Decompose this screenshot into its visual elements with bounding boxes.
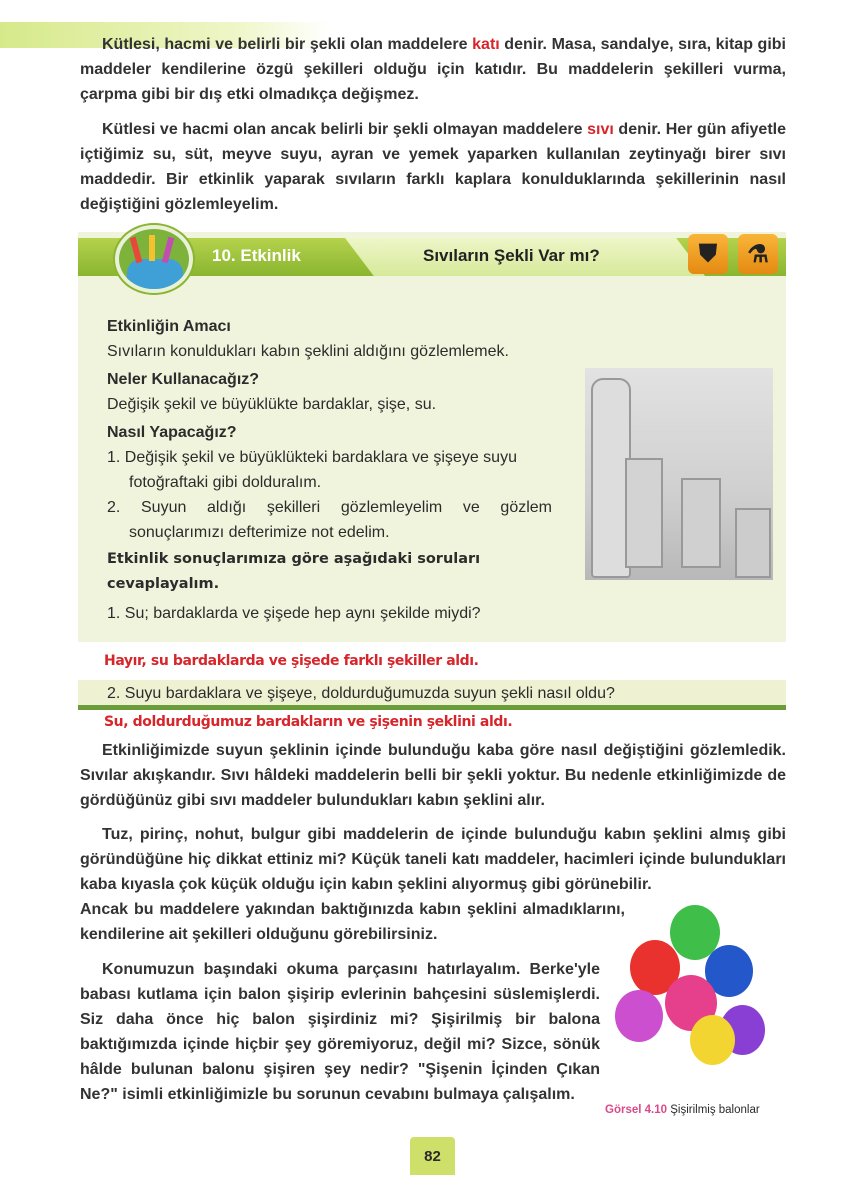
activity-title: Sıvıların Şekli Var mı?: [423, 246, 600, 265]
paragraph-liquid: Kütlesi ve hacmi olan ancak belirli bir şekli olmayan maddelere sıvı denir. Her gün afiyetle içtiğimiz su, süt, meyve suyu, ayran ve yemek yaparken kullanılan zeytinyağı birer sıvı maddedir. Bir etkinlik yaparak sıvıların farklı kaplara konulduklarında şekillerinin nasıl değiştiğini gözlemleyelim.: [80, 121, 786, 213]
results-heading: Etkinlik sonuçlarımıza göre aşağıdaki soruları cevaplayalım.: [107, 551, 481, 592]
pencil-case-icon: [115, 225, 193, 293]
page-number: 82: [410, 1137, 455, 1175]
paragraph-solid: Kütlesi, hacmi ve belirli bir şekli olan maddelere katı denir. Masa, sandalye, sıra, kitap gibi maddeler kendilerine özgü şekilleri olduğu için katıdır. Bu maddelerin şekilleri vurma, çarpma gibi bir dış etki olmadıkça değişmez.: [80, 36, 786, 103]
balloons-image: [610, 905, 785, 1090]
step-2: 2. Suyun aldığı şekilleri gözlemleyelim ve gözlem sonuçlarımızı defterimize not edelim.: [107, 499, 552, 541]
lab-coat-icon: ⛊: [688, 234, 728, 274]
question-1: 1. Su; bardaklarda ve şişede hep aynı şekilde miydi?: [107, 605, 481, 622]
aim-heading: Etkinliğin Amacı: [107, 318, 231, 335]
question-2: 2. Suyu bardaklara ve şişeye, doldurduğumuzda suyun şekli nasıl oldu?: [107, 685, 615, 702]
answer-1: Hayır, su bardaklarda ve şişede farklı şekiller aldı.: [104, 653, 479, 669]
materials-heading: Neler Kullanacağız?: [107, 371, 260, 388]
figure-caption: Görsel 4.10 Şişirilmiş balonlar: [605, 1104, 760, 1116]
glasses-photo: [585, 368, 773, 580]
method-heading: Nasıl Yapacağız?: [107, 424, 237, 441]
activity-content: [107, 314, 587, 626]
paragraph-fluids: Etkinliğimizde suyun şeklinin içinde bulunduğu kaba göre nasıl değiştiğini gözlemledik. Sıvılar akışkandır. Sıvı hâldeki maddelerin belli bir şekli yoktur. Bu nedenle etkinliğimizde de gördüğünüz gibi sıvı maddeler bulundukları kabın şeklini alır.: [80, 742, 786, 809]
paragraph-balloons: Konumuzun başındaki okuma parçasını hatırlayalım. Berke'yle babası kutlama için balon şişirip evlerinin bahçesini süslemişlerdi. Siz daha önce hiç balon şişirdiniz mi? Şişirilmiş bir balona baktığımızda içinde hiçbir şey göremiyoruz, değil mi? Sizce, sönük hâlde bulunan balonu şişiren şey nedir? "Şişenin İçinden Çıkan Ne?" isimli etkinliğimizle bu sorunun cevabını bulmaya çalışalım.: [80, 961, 600, 1103]
answer-2: Su, doldurduğumuz bardakların ve şişenin şeklini aldı.: [104, 714, 513, 730]
paragraph-grains: Tuz, pirinç, nohut, bulgur gibi maddelerin de içinde bulunduğu kabın şeklini almış gibi göründüğüne hiç dikkat ettiniz mi? Küçük taneli katı maddeler, hacimleri içinde bulundukları kaba kıyasla çok küçük olduğu için kabın şeklini alıyormuş gibi görünebilir.: [80, 826, 786, 893]
paragraph-grains-end: Ancak bu maddelere yakından baktığınızda kabın şeklini almadıklarını, kendilerine ait şekilleri olduğunu görebilirsiniz.: [80, 897, 625, 947]
flask-icon: ⚗: [738, 234, 778, 274]
activity-number: 10. Etkinlik: [212, 246, 301, 265]
step-1: 1. Değişik şekil ve büyüklükteki bardaklara ve şişeye suyu fotoğraftaki gibi dolduralım.: [107, 449, 517, 491]
materials-text: Değişik şekil ve büyüklükte bardaklar, şişe, su.: [107, 396, 437, 413]
aim-text: Sıvıların konuldukları kabın şeklini aldığını gözlemlemek.: [107, 343, 509, 360]
